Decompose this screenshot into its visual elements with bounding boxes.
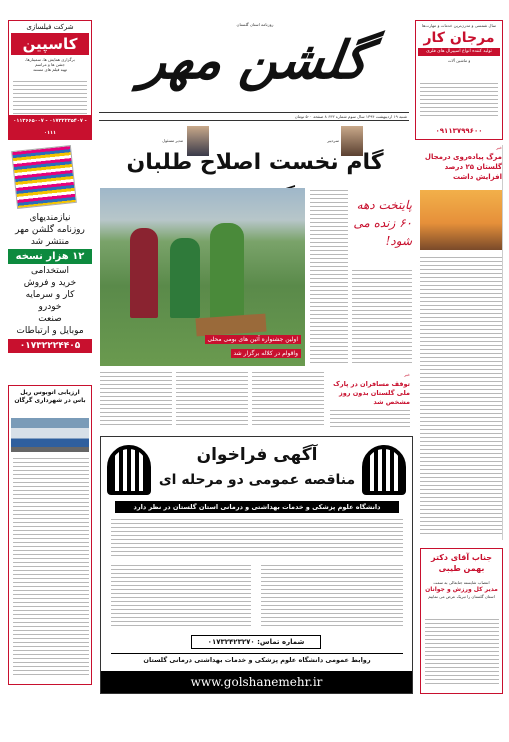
left-ad-body-1: برگزاری همایش ها، سمینارها،: [25, 57, 75, 62]
side-news-body: [330, 410, 410, 430]
notice-emblem-right: [362, 445, 406, 495]
left-ad-brand: کاسپین: [11, 33, 89, 55]
congrats-line-1: انتصاب شایسته جنابعالی به سمت: [433, 580, 490, 585]
side-news-tag: خبر: [404, 372, 410, 377]
masthead-person-right-label: سردبیر: [327, 138, 339, 143]
notice-footer: روابط عمومی دانشگاه علوم پزشکی و خدمات بهداشتی درمانی گلستان: [111, 653, 403, 666]
right-ad-marjan: [415, 20, 503, 140]
left-ad-body-3: تهیه فیلم های مستند: [33, 67, 67, 72]
notice-title: آگهی فراخوان: [196, 445, 318, 465]
right-ad-phone: ۰۹۱۱۳۷۹۹۶۰۰: [435, 127, 483, 135]
congrats-line-3: استان گلستان را تبریک عرض می نماییم: [428, 594, 495, 599]
notice-body-right: [261, 565, 403, 631]
classified-line-1: نیازمندیهای: [29, 213, 71, 223]
article-col-3: [252, 372, 324, 428]
article-col-1: [100, 372, 172, 428]
main-headline: گام نخست اصلاح طلبان: [126, 150, 384, 175]
left-ad-caspian: [8, 20, 92, 140]
classified-line-7: خودرو: [38, 302, 62, 312]
right-ad-top: سال شمسی و مدرن‌ترین خدمات و مهارت‌ها: [421, 23, 497, 28]
right-news-tag: خبر: [496, 145, 502, 150]
masthead-person-left-label: مدیر مسئول: [162, 138, 183, 143]
classified-highlight: ۱۲ هزار نسخه: [8, 249, 92, 264]
notice-phone: شماره تماس: ۰۱۷۳۲۴۲۳۲۷۰: [191, 635, 321, 649]
masthead-tagline: روزنامه استان گلستان: [236, 22, 274, 27]
photo-figure-2: [170, 238, 200, 318]
notice-emblem-left: [107, 445, 151, 495]
classified-strip: [8, 212, 92, 353]
notice-body-top: [111, 519, 403, 561]
congrats-box: [420, 548, 503, 694]
left-ad-body-2: جشن ها و مراسم: [35, 62, 65, 67]
left-ad-header: شرکت فیلسازی: [26, 23, 74, 31]
power-lines-image: [420, 190, 502, 250]
photo-figure-1: [130, 228, 158, 318]
photo-caption-2: واقوام در کلاله برگزار شد: [231, 349, 301, 358]
intro-text: [310, 190, 348, 366]
classified-line-3: منتشر شد: [30, 237, 70, 247]
train-news-box: [8, 385, 92, 685]
train-image: [11, 418, 89, 452]
photo-instrument: [195, 314, 266, 337]
notice-org-line: دانشگاه علوم پزشکی و خدمات بهداشتی و درمانی استان گلستان در نظر دارد: [115, 501, 399, 513]
classified-thumbnail: [11, 145, 77, 209]
masthead: [95, 22, 413, 143]
congrats-line-2: مدیر کل ورزش و جوانان: [425, 586, 498, 593]
classified-line-8: صنعت: [38, 314, 62, 324]
train-news-title: ارزیابی اتوبوس ریل باس در شهرداری گرگان: [14, 389, 86, 404]
classified-line-4: استخدامی: [30, 266, 70, 276]
classified-phone: ۰۱۷۳۲۲۲۴۴۰۵: [8, 339, 92, 353]
article-col-2: [176, 372, 248, 428]
right-ad-subtitle: تولید کننده انواع اسپیرال های فلزی: [418, 48, 500, 56]
photo-figure-3: [210, 223, 244, 323]
right-news-column: [420, 145, 503, 540]
tender-notice: [100, 436, 413, 694]
classified-line-9: موبایل و ارتباطات: [16, 326, 84, 336]
footer-url: www.golshanemehr.ir: [190, 675, 323, 689]
pull-quote-body: [352, 270, 412, 366]
left-ad-phone: ۰۱۱۳۶۶۵۰۰۷ - ۰۱۷۳۲۲۳۵۴۰۷ - ۰۱۱۱: [9, 115, 91, 139]
right-ad-line-1: و ماشین آلات: [447, 58, 471, 63]
classified-line-5: خرید و فروش: [23, 278, 77, 288]
notice-body-left: [111, 565, 251, 631]
right-ad-brand: مرجان کار: [423, 30, 495, 46]
side-news-headline: توقف مسافران در پارک ملی گلستان بدون روز مشخص شد: [333, 380, 410, 406]
photo-caption-1: اولین جشنواره آئین های بومی محلی: [205, 335, 301, 344]
notice-subtitle: مناقصه عمومی دو مرحله ای: [158, 472, 356, 488]
congrats-title: جناب آقای دکتر بهمن طیبی: [431, 553, 492, 573]
pull-quote: پایتخت دهه ۶۰ زنده می شود!: [353, 198, 412, 248]
masthead-logo: گلشن مهر: [137, 30, 373, 91]
right-news-headline: مرگ پیاده‌روی درمجال گلستان ۲۵ درصد افزایش داشت: [424, 153, 502, 181]
main-photo: [100, 188, 305, 366]
masthead-date-line: شنبه ۱۹ اردیبهشت ۱۳۹۴ سال سوم شماره ۶۴۳ ۸ صفحه ۵۰۰ تومان: [99, 112, 409, 121]
classified-line-6: کار و سرمایه: [25, 290, 75, 300]
classified-line-2: روزنامه گلشن مهر: [15, 225, 85, 235]
